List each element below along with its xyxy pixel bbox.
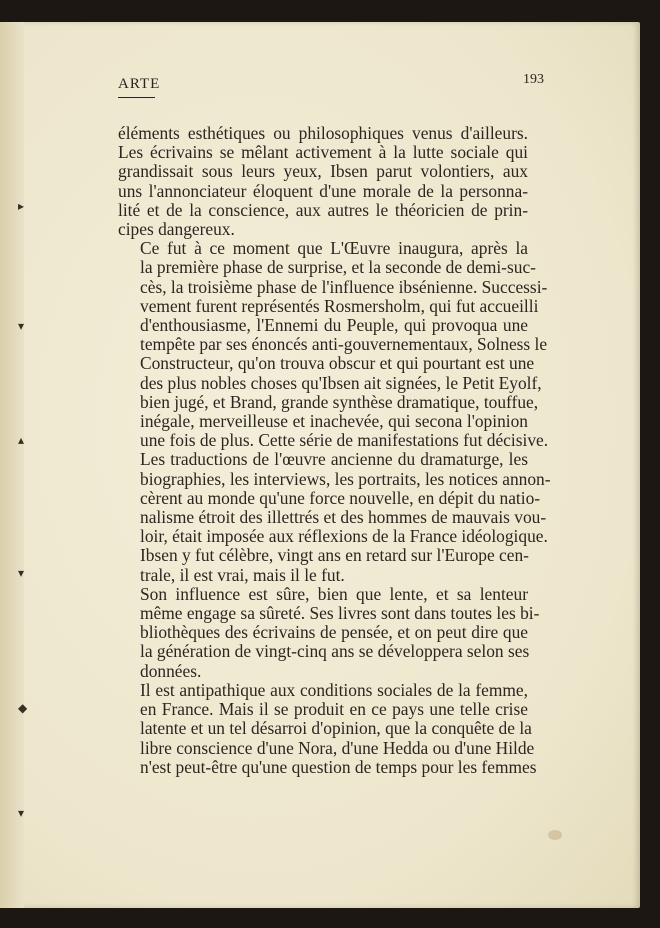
text-line: vement furent représentés Rosmersholm, qui fut accueilli — [140, 295, 539, 316]
paragraph — [118, 583, 540, 681]
binding-mark: ◆ — [18, 701, 28, 715]
text-line: données. — [140, 660, 202, 681]
text-line: bien jugé, et Brand, grande synthèse dramatique, touffue, — [140, 391, 539, 412]
text-line: même engage sa sûreté. Ses livres sont dans toutes les bi- — [140, 603, 540, 624]
paragraph — [118, 124, 528, 239]
text-line: inégale, merveilleuse et inachevée, qui secona l'opinion — [140, 411, 528, 432]
text-line: Ce fut à ce moment que L'Œuvre inaugura, après la — [140, 238, 528, 259]
text-line: nalisme étroit des illettrés et des hommes de mauvais vou- — [140, 507, 547, 528]
paragraph — [118, 679, 537, 777]
text-line: biographies, les interviews, les portraits, les notices annon- — [140, 468, 551, 489]
text-line: en France. Mais il se produit en ce pays une telle crise — [140, 699, 528, 720]
running-header — [118, 72, 544, 100]
text-line: loir, était imposée aux réflexions de la France idéologique. — [140, 526, 548, 547]
text-line: la première phase de surprise, et la seconde de demi-suc- — [140, 257, 536, 278]
paper-stain — [548, 830, 562, 840]
text-line: cès, la troisième phase de l'influence ibsénienne. Successi- — [140, 276, 548, 297]
text-line: éléments esthétiques ou philosophiques venus d'ailleurs. — [118, 123, 528, 143]
text-line: grandissait sous leurs yeux, Ibsen parut volontiers, aux — [118, 161, 528, 182]
text-line: libre conscience d'une Nora, d'une Hedda ou d'une Hilde — [140, 737, 535, 758]
text-line: trale, il est vrai, mais il le fut. — [140, 564, 345, 585]
text-line: des plus nobles choses qu'Ibsen ait signées, le Petit Eyolf, — [140, 372, 542, 393]
page-gutter — [0, 22, 24, 908]
page-number: 193 — [523, 72, 544, 87]
binding-mark: ▾ — [18, 806, 25, 820]
binding-mark: ▸ — [18, 199, 25, 213]
paragraph — [118, 238, 551, 585]
body-text — [118, 123, 551, 777]
text-line: bliothèques des écrivains de pensée, et on peut dire que — [140, 622, 528, 643]
text-line: n'est peut-être qu'une question de temps pour les femmes — [140, 756, 537, 777]
title-underline — [118, 97, 155, 98]
text-line: Il est antipathique aux conditions sociales de la femme, — [140, 679, 528, 700]
text-line: latente et un tel désarroi d'opinion, que la conquête de la — [140, 718, 532, 739]
text-line: cèrent au monde qu'une force nouvelle, en dépit du natio- — [140, 487, 541, 508]
text-line: la génération de vingt-cinq ans se développera selon ses — [140, 641, 530, 662]
binding-mark: ▾ — [18, 319, 25, 333]
text-line: uns l'annonciateur éloquent d'une morale de la personna- — [118, 180, 528, 201]
text-line: Les traductions de l'œuvre ancienne du dramaturge, les — [140, 449, 528, 470]
text-line: lité et de la conscience, aux autres le théoricien de prin- — [118, 199, 528, 220]
text-line: Constructeur, qu'on trouva obscur et qui pourtant est une — [140, 353, 535, 374]
text-line: Ibsen y fut célèbre, vingt ans en retard sur l'Europe cen- — [140, 545, 529, 566]
running-title: ARTE — [118, 76, 161, 92]
binding-mark: ▾ — [18, 566, 25, 580]
text-line: cipes dangereux. — [118, 219, 235, 240]
text-line: d'enthousiasme, l'Ennemi du Peuple, qui provoqua une — [140, 315, 528, 336]
text-line: Les écrivains se mêlant activement à la lutte sociale qui — [118, 142, 528, 163]
text-line: tempête par ses énoncés anti-gouvernementaux, Solness le — [140, 334, 548, 355]
text-line: Son influence est sûre, bien que lente, et sa lenteur — [140, 583, 528, 604]
binding-mark: ▴ — [18, 433, 25, 447]
text-line: une fois de plus. Cette série de manifestations fut décisive. — [140, 430, 549, 451]
